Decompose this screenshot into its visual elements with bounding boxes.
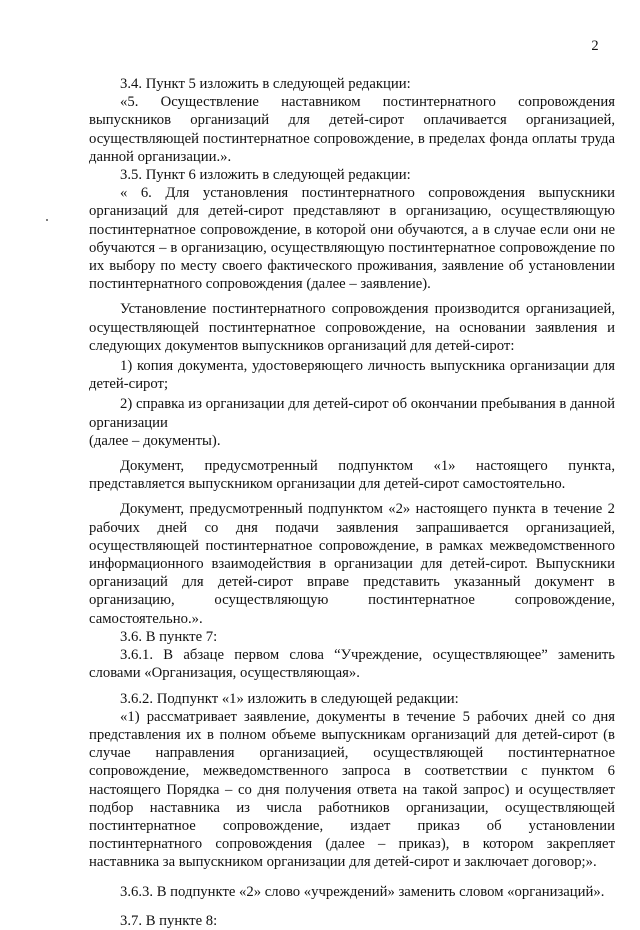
paragraph-3-6-1: 3.6.1. В абзаце первом слова “Учреждение, осуществляющее” заменить словами «Организация, осуществляющая». (89, 647, 615, 682)
paragraph-3-6-2: 3.6.2. Подпункт «1» изложить в следующей редакции: (120, 690, 459, 707)
list-item-2: 2) справка из организации для детей-сирот об окончании пребывания в данной организации (89, 396, 615, 431)
list-item-1: 1) копия документа, удостоверяющего личность выпускника организации для детей-сирот; (89, 358, 615, 393)
paragraph-document-1: Документ, предусмотренный подпунктом «1» настоящего пункта, представляется выпускником организации для детей-сирот самостоятельно. (89, 458, 615, 493)
paragraph-document-2: Документ, предусмотренный подпунктом «2» настоящего пункта в течение 2 рабочих дней со дня подачи заявления запрашивается организацией, осуществляющей постинтернатное сопровождение, в рамках межведомственного информационного взаимодействия в организации для детей-сирот. Выпускники организаций для детей-сирот вправе представить указанный документ в организацию, осуществляющую постинтернатное сопровождение, самостоятельно.». (89, 501, 615, 627)
paragraph-3-7: 3.7. В пункте 8: (120, 912, 218, 929)
paragraph-subitem-1: «1) рассматривает заявление, документы в течение 5 рабочих дней со дня представления их в полном объеме выпускникам организаций для детей-сирот (в случае направления организацией, осуществляющей постинтернатное сопровождение, межведомственного запроса в соответствии с пунктом 6 настоящего Порядка – со дня получения ответа на такой запрос) и осуществляет подбор наставника из числа работников организации, осуществляющей постинтернатное сопровождение, издает приказ об установлении постинтернатного сопровождения (далее – приказ), в котором закрепляет наставника за выпускником организации для детей-сирот и заключает договор;». (89, 708, 615, 871)
document-body (89, 75, 615, 930)
paragraph-item-6: « 6. Для установления постинтернатного сопровождения выпускники организаций для детей-сирот представляют в организацию, осуществляющую постинтернатное сопровождение, в которой они обучаются, а в случае если они не обучаются – в организацию, осуществляющую постинтернатное сопровождение по их выбору по месту своего фактического проживания, заявление об установлении постинтернатного сопровождения (далее – заявление). (89, 185, 615, 293)
paragraph-3-6: 3.6. В пункте 7: (120, 628, 218, 645)
scan-speck (46, 219, 48, 221)
paragraph-3-5: 3.5. Пункт 6 изложить в следующей редакции: (120, 167, 411, 184)
page-number: 2 (591, 38, 599, 54)
paragraph-3-4: 3.4. Пункт 5 изложить в следующей редакции: (120, 76, 411, 92)
paragraph-establishment: Установление постинтернатного сопровождения производится организацией, осуществляющей постинтернатное сопровождение, на основании заявления и следующих документов выпускников организаций для детей-сирот: (89, 301, 615, 354)
paragraph-item-5: «5. Осуществление наставником постинтернатного сопровождения выпускников организаций для детей-сирот оплачивается организацией, осуществляющей постинтернатное сопровождение, в пределах фонда оплаты труда данной организации.». (89, 94, 615, 165)
paragraph-3-6-3: 3.6.3. В подпункте «2» слово «учреждений» заменить словом «организаций». (120, 883, 605, 900)
paragraph-documents-note: (далее – документы). (89, 432, 221, 449)
